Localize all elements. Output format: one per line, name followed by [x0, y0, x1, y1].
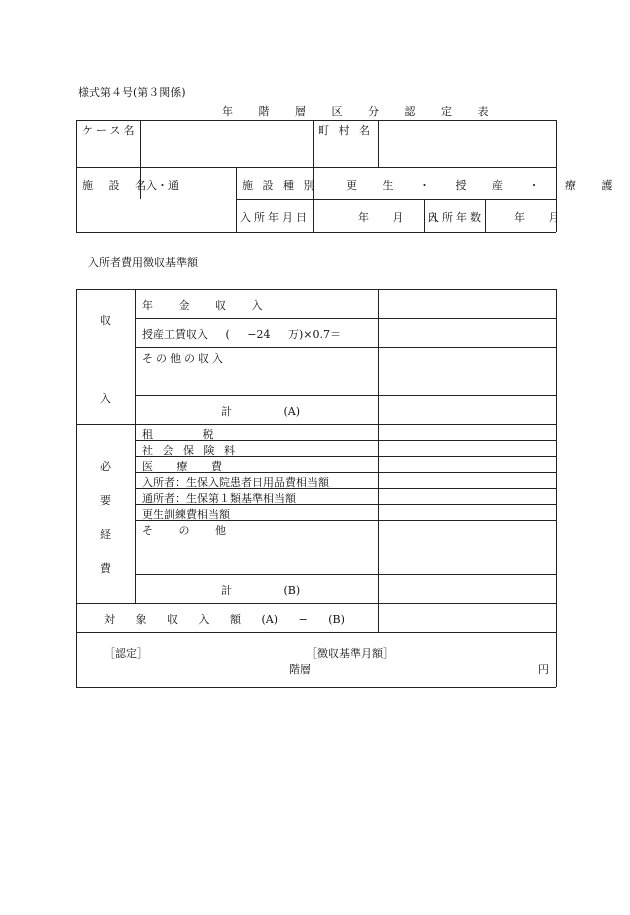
form-number: 様式第４号(第３関係)	[78, 86, 186, 99]
medical-field[interactable]	[380, 457, 555, 471]
expense-label-4: 費	[100, 562, 111, 575]
social-insurance-label: 社 会 保 険 料	[142, 444, 238, 457]
facility-type-label: 施 設 種 別	[242, 179, 318, 192]
tax-field[interactable]	[380, 425, 555, 439]
expense-label-3: 経	[100, 528, 111, 541]
other-expense-field[interactable]	[380, 521, 555, 573]
medical-label: 医 療 費	[142, 460, 222, 473]
social-insurance-field[interactable]	[380, 441, 555, 455]
commuter-field[interactable]	[380, 489, 555, 503]
certification-label: ［認定］	[104, 647, 148, 660]
commuter-label: 通所者：生保第１類基準相当額	[142, 492, 296, 505]
section-title: 入所者費用徴収基準額	[88, 256, 198, 269]
case-name-label: ケース名	[82, 124, 138, 137]
form-title: 年 階 層 区 分 認 定 表	[222, 105, 500, 118]
facility-name-value: 入・通	[146, 179, 179, 192]
income-total-field[interactable]	[380, 396, 555, 423]
inpatient-field[interactable]	[380, 473, 555, 487]
other-income-field[interactable]	[380, 348, 555, 394]
training-label: 更生訓練費相当額	[142, 508, 230, 521]
wage-income-label: 授産工賃収入 ( −24 万)×0.7＝	[142, 328, 341, 341]
pension-income-field[interactable]	[380, 290, 555, 317]
inpatient-label: 入所者：生保入院患者日用品費相当額	[142, 476, 329, 489]
target-income-label: 対 象 収 入 額 (A) − (B)	[104, 613, 345, 626]
admission-date-value: 年 月 日	[358, 211, 438, 224]
yen-label: 円	[538, 663, 549, 676]
expense-total-label: 計 (B)	[221, 584, 301, 597]
target-income-field[interactable]	[380, 604, 555, 631]
town-field[interactable]	[380, 121, 555, 166]
other-expense-label: そ の 他	[142, 524, 226, 537]
tax-label: 租 税	[142, 428, 214, 441]
tier-label: 階層	[289, 663, 311, 676]
monthly-amount-label: ［徴収基準月額］	[306, 647, 394, 660]
pension-income-label: 年 金 収 入	[142, 299, 274, 312]
admission-date-label: 入所年月日	[240, 211, 310, 224]
income-total-label: 計 (A)	[221, 405, 301, 418]
expense-label-2: 要	[100, 494, 111, 507]
other-income-label: その他の収入	[142, 352, 226, 365]
income-label-top: 収	[100, 314, 111, 327]
wage-income-field[interactable]	[380, 319, 555, 346]
expense-label-1: 必	[100, 460, 111, 473]
facility-name-label: 施 設 名	[82, 179, 152, 192]
admission-years-value: 年 月	[514, 211, 560, 224]
town-label: 町 村 名	[318, 124, 373, 137]
expense-total-field[interactable]	[380, 575, 555, 602]
training-field[interactable]	[380, 505, 555, 519]
case-name-field[interactable]	[142, 121, 312, 166]
facility-type-options: 更 生 ・ 授 産 ・ 療 護	[346, 179, 624, 192]
admission-years-label: 入所年数	[428, 211, 484, 224]
income-label-bottom: 入	[100, 392, 111, 405]
